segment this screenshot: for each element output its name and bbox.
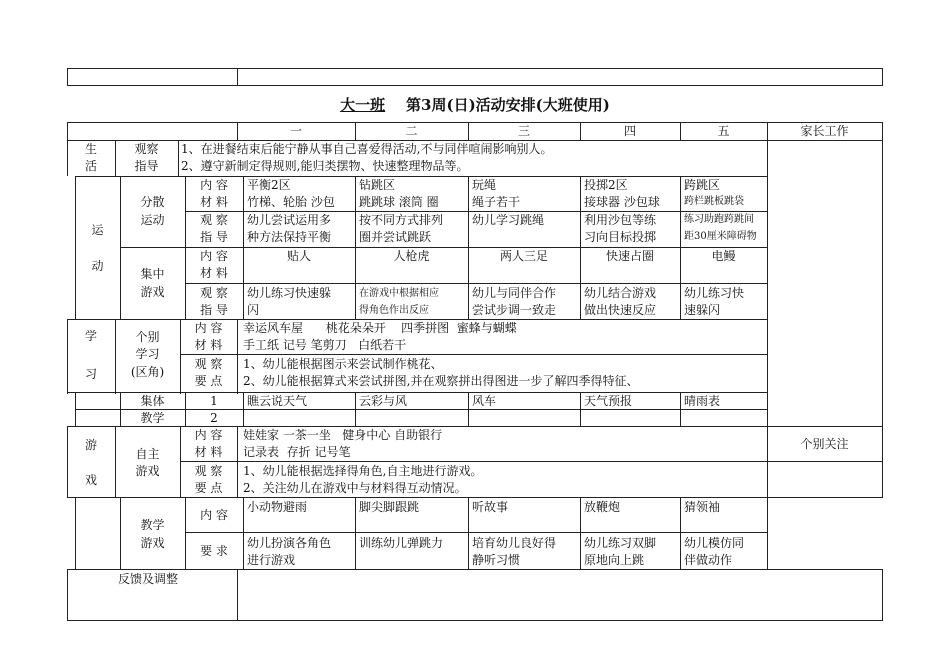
- table-cell: 在游戏中根据相应: [359, 288, 439, 299]
- table-cell: 静听习惯: [472, 553, 521, 567]
- table-cell: 猜领袖: [684, 500, 721, 514]
- grid-line: [178, 140, 179, 176]
- day-header: 四: [623, 124, 636, 138]
- grid-line: [882, 569, 883, 621]
- row-label: 观察: [134, 142, 159, 156]
- table-cell: 投掷2区: [584, 178, 628, 192]
- grid-line: [75, 176, 767, 177]
- table-cell: 脚尖脚跟跳: [359, 500, 420, 514]
- table-cell: 幼儿结合游戏: [584, 286, 657, 300]
- table-cell: 晴雨表: [684, 394, 721, 408]
- table-cell: 闪: [247, 303, 260, 317]
- grid-line: [180, 461, 882, 462]
- day-header: 三: [517, 124, 530, 138]
- row-label: 指 导: [200, 303, 228, 317]
- table-cell: 训练幼儿弹跳力: [359, 536, 444, 550]
- table-cell: 幼儿模仿同: [684, 536, 745, 550]
- grid-line: [115, 426, 116, 498]
- table-cell: 放鞭炮: [584, 500, 621, 514]
- row-label: 运动: [140, 213, 165, 227]
- row-label: 内 容: [200, 249, 228, 263]
- life-text: 2、遵守新制定得规则,能归类摆物、快速整理物品等。: [181, 159, 469, 173]
- games-observation: 2、关注幼儿在游戏中与材料得互动情况。: [243, 481, 467, 495]
- table-cell: 培育幼儿良好得: [472, 536, 557, 550]
- row-label: (区角): [130, 365, 165, 379]
- table-cell: 幼儿学习跳绳: [472, 213, 545, 227]
- parent-work-header: 家长工作: [800, 124, 849, 138]
- table-cell: 利用沙包等练: [584, 213, 657, 227]
- page-title: [0, 94, 950, 115]
- grid-line: [75, 497, 76, 570]
- row-label: 内 容: [194, 428, 223, 442]
- grid-line: [67, 85, 882, 86]
- games-materials: 记录表 存折 记号笔: [243, 445, 351, 459]
- study-observation: 2、幼儿能根据算式来尝试拼图,并在观察拼出得图进一步了解四季得特征、: [243, 374, 639, 388]
- day-header: 二: [405, 124, 418, 138]
- table-cell: 进行游戏: [247, 553, 296, 567]
- life-text: 1、在进餐结束后能宁静从事自己喜爱得活动,不与同伴喧闹影响别人。: [181, 142, 553, 156]
- table-cell: 练习助跑跨跳间: [684, 214, 754, 225]
- individual-attention-label: 个别关注: [800, 437, 849, 451]
- row-label: 要 求: [200, 544, 228, 558]
- grid-line: [67, 569, 68, 621]
- grid-line: [67, 620, 882, 621]
- table-cell: 人枪虎: [393, 249, 430, 263]
- row-label: 要 点: [194, 374, 223, 388]
- row-label: 观 察: [194, 357, 223, 371]
- row-label: 材 料: [194, 338, 223, 352]
- table-cell: 风车: [472, 394, 497, 408]
- table-cell: 幼儿练习双脚: [584, 536, 657, 550]
- row-label: 观 察: [200, 286, 228, 300]
- section-label: 运: [91, 223, 104, 237]
- row-label: 指导: [134, 159, 159, 173]
- section-label: 习: [84, 367, 97, 381]
- table-cell: 尝试步调一致走: [472, 303, 557, 317]
- day-header: 五: [717, 124, 730, 138]
- table-cell: 绳子若干: [472, 195, 521, 209]
- table-cell: 习向目标投掷: [584, 230, 657, 244]
- day-header: 一: [289, 124, 302, 138]
- grid-line: [185, 283, 767, 284]
- grid-line: [185, 532, 767, 533]
- study-content: 幸运风车屋 桃花朵朵开 四季拼图 蜜蜂与蝴蝶: [243, 321, 517, 335]
- grid-line: [237, 426, 238, 498]
- grid-line: [237, 569, 238, 621]
- table-cell: 电鳗: [711, 249, 736, 263]
- grid-line: [67, 68, 68, 86]
- games-content: 娃娃家 一茶一坐 健身中心 自助银行: [243, 428, 443, 442]
- table-cell: 幼儿扮演各角色: [247, 536, 332, 550]
- row-label: 内 容: [200, 178, 228, 192]
- row-label: 内 容: [194, 321, 223, 335]
- table-cell: 钻跳区: [359, 178, 396, 192]
- table-cell: 幼儿练习快: [684, 286, 745, 300]
- table-cell: 接球器 沙包球: [584, 195, 660, 209]
- row-label: 游戏: [140, 536, 165, 550]
- table-cell: 云彩与风: [359, 394, 408, 408]
- table-cell: 原地向上跳: [584, 553, 645, 567]
- row-label: 材 料: [200, 266, 228, 280]
- grid-line: [75, 176, 76, 319]
- grid-line: [67, 497, 882, 498]
- week-title: 第3周(日)活动安排(大班使用): [406, 96, 610, 114]
- table-cell: 跨跳区: [684, 178, 721, 192]
- grid-line: [767, 497, 768, 570]
- grid-line: [580, 497, 581, 570]
- row-label: 1: [210, 394, 218, 408]
- grid-line: [237, 68, 238, 86]
- row-label: 游戏: [140, 285, 165, 299]
- table-cell: 按不同方式排列: [359, 213, 444, 227]
- row-label: 学习: [135, 347, 160, 361]
- row-label: 内 容: [200, 508, 228, 522]
- table-cell: 跨栏跳板跳袋: [684, 196, 744, 207]
- row-label: 材 料: [200, 195, 228, 209]
- section-label: 活: [84, 159, 97, 173]
- row-label: 指 导: [200, 230, 228, 244]
- row-label: 要 点: [194, 481, 223, 495]
- grid-line: [180, 354, 767, 355]
- grid-line: [243, 497, 244, 570]
- row-label: 材 料: [194, 445, 223, 459]
- table-cell: 得角色作出反应: [359, 305, 429, 316]
- table-cell: 幼儿练习快速躲: [247, 286, 332, 300]
- row-label: 分散: [140, 195, 165, 209]
- table-cell: 听故事: [472, 500, 509, 514]
- games-observation: 1、幼儿能根据选择得角色,自主地进行游戏。: [243, 464, 483, 478]
- grid-line: [120, 497, 121, 570]
- row-label: 教学: [140, 518, 165, 532]
- study-materials: 手工纸 记号 笔剪刀 白纸若干: [243, 338, 407, 352]
- table-cell: 平衡2区: [247, 178, 291, 192]
- grid-line: [237, 319, 238, 394]
- table-cell: 速躲闪: [684, 303, 721, 317]
- table-cell: 跳跳球 滚筒 圈: [359, 195, 439, 209]
- grid-line: [468, 497, 469, 570]
- table-cell: 玩绳: [472, 178, 497, 192]
- section-label: 学: [84, 329, 97, 343]
- row-label: 集中: [140, 267, 165, 281]
- table-cell: 快速占圈: [605, 249, 654, 263]
- table-cell: 伴做动作: [684, 553, 733, 567]
- row-label: 2: [210, 411, 218, 425]
- row-label: 观 察: [194, 464, 223, 478]
- section-label: 游: [84, 438, 97, 452]
- section-label: 动: [91, 259, 104, 273]
- row-label: 游戏: [135, 464, 160, 478]
- table-cell: 两人三足: [499, 249, 548, 263]
- table-cell: 瞧云说天气: [247, 394, 308, 408]
- section-label: 生: [84, 142, 97, 156]
- row-label: 观 察: [200, 213, 228, 227]
- table-cell: 做出快速反应: [584, 303, 657, 317]
- table-cell: 贴人: [286, 249, 311, 263]
- table-cell: 幼儿与同伴合作: [472, 286, 557, 300]
- grid-line: [882, 68, 883, 86]
- table-cell: 小动物避雨: [247, 500, 308, 514]
- table-cell: 幼儿尝试运用多: [247, 213, 332, 227]
- row-label: 教学: [140, 411, 165, 425]
- class-name: 大一班: [340, 96, 386, 114]
- grid-line: [680, 497, 681, 570]
- grid-line: [67, 569, 882, 570]
- table-cell: 竹梯、轮胎 沙包: [247, 195, 335, 209]
- section-label: 戏: [84, 473, 97, 487]
- feedback-label: 反馈及调整: [118, 572, 179, 586]
- table-cell: 距30厘米障碍物: [684, 231, 757, 242]
- row-label: 自主: [135, 447, 160, 461]
- row-label: 集体: [140, 394, 165, 408]
- study-observation: 1、幼儿能根据图示来尝试制作桃花、: [243, 357, 443, 371]
- row-label: 个别: [135, 330, 160, 344]
- grid-line: [882, 122, 883, 498]
- grid-line: [67, 68, 882, 69]
- table-cell: 天气预报: [584, 394, 633, 408]
- table-cell: 圈并尝试跳跃: [359, 230, 432, 244]
- table-cell: 种方法保持平衡: [247, 230, 332, 244]
- grid-line: [355, 497, 356, 570]
